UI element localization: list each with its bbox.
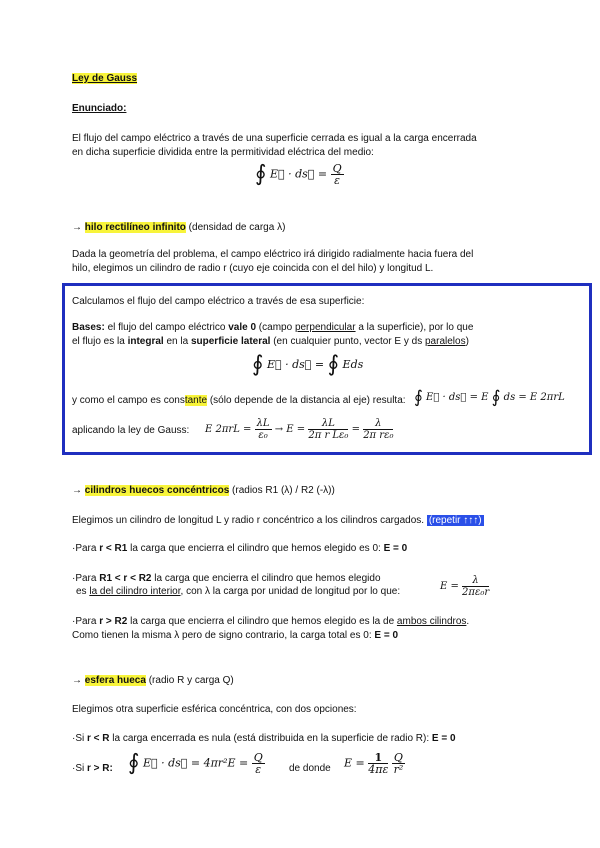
text: la carga que encierra el cilindro que hemos elegido es la de: [127, 616, 397, 627]
text: ): [465, 336, 469, 347]
hilo-p1: Dada la geometría del problema, el campo eléctrico irá dirigido radialmente hacia fuera del: [72, 249, 474, 260]
cilindros-case3-line1: [72, 616, 469, 627]
text: a la superficie), por lo que: [355, 322, 474, 333]
box-line5: aplicando la ley de Gauss:: [72, 425, 190, 436]
text: la carga que encierra el cilindro que hemos elegido: [151, 573, 381, 584]
text: es: [76, 586, 90, 597]
bases-label: Bases:: [72, 322, 105, 333]
gauss-applied-formula: E 2πrL = $\frac{\lambda L}{\text{ε₀}}$ → E = $\frac{\lambda L}{\text{2π r Lε₀}}$ = $\frac{\lambda}{\text{2π rε₀}}$: [205, 418, 394, 441]
text: (en cualquier punto, vector E y ds: [270, 336, 425, 347]
text: ·Si: [72, 733, 87, 744]
text: ·Para: [72, 573, 100, 584]
arrow-icon: →: [72, 222, 82, 233]
page-title: Ley de Gauss: [72, 73, 138, 84]
arrow-icon: →: [72, 485, 82, 496]
text: Como tienen la misma λ pero de signo contrario, la carga total es 0:: [72, 630, 375, 641]
hilo-p2: hilo, elegimos un cilindro de radio r (cuyo eje coincida con el del hilo) y longitud L.: [72, 263, 434, 274]
de-donde: de donde: [289, 763, 331, 774]
text: el flujo es la: [72, 336, 128, 347]
cilindros-p1: [72, 515, 484, 526]
text: en la: [163, 336, 191, 347]
text: R1 < r < R2: [99, 573, 152, 584]
text: r > R:: [87, 763, 113, 774]
cilindros-case2-line2: [76, 586, 400, 597]
box-line3: [72, 336, 469, 347]
text: ·Si: [72, 763, 87, 774]
enunciado-line1: El flujo del campo eléctrico a través de una superficie cerrada es igual a la carga encerrada: [72, 133, 477, 144]
flux-lateral-formula: ∮ E⃗ · ds⃗ = ∮ Eds: [252, 352, 364, 377]
cilindros-subtitle: (radios R1 (λ) / R2 (-λ)): [232, 485, 335, 496]
paralelos: paralelos: [424, 336, 466, 347]
perpendicular: perpendicular: [294, 322, 356, 333]
superficie-lateral: superficie lateral: [190, 336, 271, 347]
box-line4: [72, 395, 406, 406]
cilindros-case1: [72, 543, 407, 554]
esfera-flux-formula: ∮ E⃗ · ds⃗ = 4πr²E = $\frac{Q}{\varepsilon}$: [128, 750, 263, 776]
text: ·Para: [72, 616, 100, 627]
cilindros-case2-line1: [72, 573, 381, 584]
esfera-case2: [72, 763, 113, 774]
text: tante: [184, 395, 208, 406]
esfera-heading: [72, 675, 234, 686]
esfera-title: esfera hueca: [84, 675, 146, 686]
box-line1: Calculamos el flujo del campo eléctrico a través de esa superficie:: [72, 296, 365, 307]
text: r > R2: [99, 616, 128, 627]
gauss-law-formula: ∮ E⃗ · ds⃗ = $\frac{Q}{\varepsilon}$: [255, 161, 342, 187]
text: E = 0: [383, 543, 408, 554]
esfera-p1: Elegimos otra superficie esférica concéntrica, con dos opciones:: [72, 704, 357, 715]
esfera-case1: [72, 733, 456, 744]
flux-result-formula: ∮ E⃗ · ds⃗ = E ∮ ds = E 2πrL: [414, 387, 565, 408]
text: la del cilindro interior: [89, 586, 181, 597]
hilo-title: hilo rectilíneo infinito: [84, 222, 186, 233]
cilindros-heading: [72, 485, 335, 496]
hilo-subtitle: (densidad de carga λ): [188, 222, 286, 233]
text: Elegimos un cilindro de longitud L y radio r concéntrico a los cilindros cargados.: [72, 515, 425, 526]
hilo-heading: [72, 222, 285, 233]
enunciado-line2: en dicha superficie dividida entre la permitividad eléctrica del medio:: [72, 147, 374, 158]
text: r < R1: [99, 543, 128, 554]
text: .: [466, 616, 470, 627]
esfera-subtitle: (radio R y carga Q): [148, 675, 234, 686]
cilindros-field-formula: E = $\frac{\lambda}{\text{2πε₀r}}$: [440, 575, 490, 598]
text: la carga encerrada es nula (está distribuida en la superficie de radio R):: [109, 733, 432, 744]
integral: integral: [127, 336, 164, 347]
text: (campo: [256, 322, 295, 333]
text: E = 0: [374, 630, 399, 641]
text: (sólo depende de la distancia al eje) resulta:: [207, 395, 406, 406]
text: ·Para: [72, 543, 100, 554]
enunciado-heading: Enunciado:: [72, 103, 127, 114]
text: r < R: [87, 733, 110, 744]
text: y como el campo es cons: [72, 395, 185, 406]
text: la carga que encierra el cilindro que hemos elegido es 0:: [127, 543, 384, 554]
arrow-icon: →: [72, 675, 82, 686]
vale0: vale 0: [228, 322, 257, 333]
text: ambos cilindros: [396, 616, 467, 627]
repetir-link[interactable]: (repetir ↑↑↑): [428, 515, 482, 526]
box-line2: [72, 322, 473, 333]
text: el flujo del campo eléctrico: [104, 322, 229, 333]
cilindros-title: cilindros huecos concéntricos: [84, 485, 230, 496]
cilindros-case3-line2: [72, 630, 398, 641]
esfera-field-formula: E = $\frac{1}{4\pi\varepsilon}$ $\frac{Q}{\text{r²}}$: [344, 751, 404, 776]
text: , con λ la carga por unidad de longitud por lo que:: [180, 586, 401, 597]
text: E = 0: [431, 733, 456, 744]
